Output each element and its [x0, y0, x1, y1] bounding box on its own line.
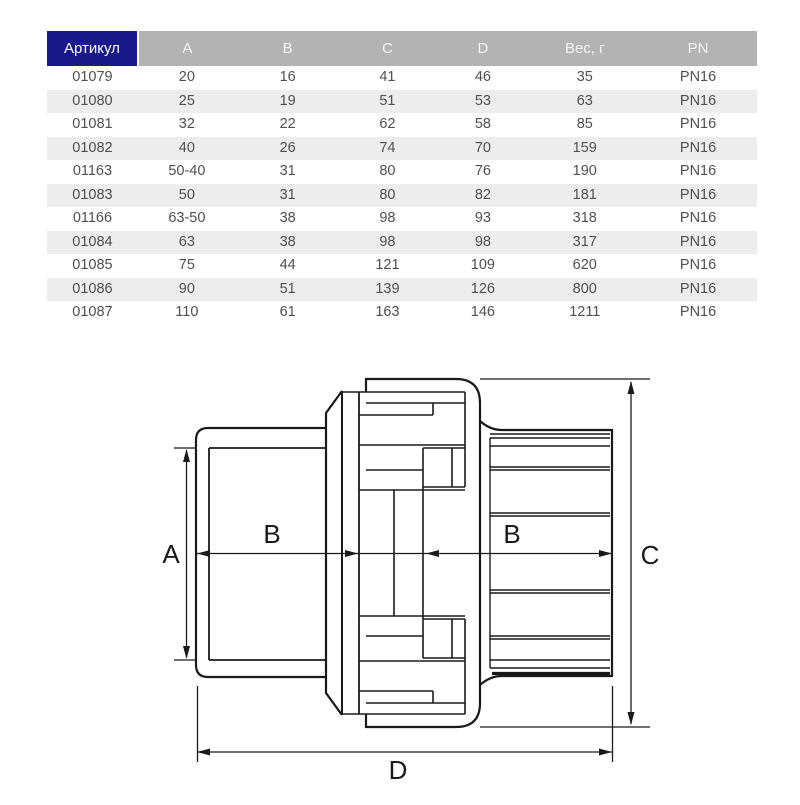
- table-row: [47, 231, 757, 255]
- table-cell: 63-50: [138, 207, 236, 231]
- arrowhead-c-bottom: [628, 712, 635, 725]
- column-header-b: B: [236, 31, 340, 66]
- table-row: [47, 301, 757, 325]
- table-cell: 159: [530, 137, 639, 161]
- table-cell: 98: [340, 231, 436, 255]
- arrowhead-a-bottom: [183, 646, 190, 659]
- table-cell: PN16: [639, 278, 757, 302]
- table-cell: 121: [340, 254, 436, 278]
- fitting-section-drawing: [0, 360, 800, 800]
- table-cell: 76: [435, 160, 530, 184]
- table-cell: PN16: [639, 301, 757, 325]
- table-row: [47, 254, 757, 278]
- dimension-d: [197, 686, 613, 762]
- table-cell: 38: [236, 207, 340, 231]
- arrowhead-b-left-in: [345, 550, 358, 557]
- column-header-d: D: [435, 31, 530, 66]
- table-cell: 1211: [530, 301, 639, 325]
- table-cell: 26: [236, 137, 340, 161]
- arrowhead-a-top: [183, 449, 190, 462]
- table-cell: 63: [138, 231, 236, 255]
- table-cell: 35: [530, 66, 639, 90]
- table-cell: 38: [236, 231, 340, 255]
- table-cell: PN16: [639, 113, 757, 137]
- table-header-row: [47, 31, 757, 66]
- table-row: [47, 137, 757, 161]
- table-cell: 01166: [47, 207, 138, 231]
- dim-label-b-left: B: [263, 519, 281, 549]
- table-row: [47, 66, 757, 90]
- table-cell: 146: [435, 301, 530, 325]
- table-cell: 41: [340, 66, 436, 90]
- table-cell: 25: [138, 90, 236, 114]
- table-cell: 317: [530, 231, 639, 255]
- spec-table-body: [47, 66, 757, 325]
- table-cell: 74: [340, 137, 436, 161]
- table-cell: 31: [236, 184, 340, 208]
- table-cell: PN16: [639, 137, 757, 161]
- table-cell: 01163: [47, 160, 138, 184]
- table-cell: PN16: [639, 207, 757, 231]
- arrowhead-c-top: [628, 381, 635, 394]
- arrowhead-b-left-out: [197, 550, 210, 557]
- table-cell: 53: [435, 90, 530, 114]
- arrowhead-b-right-in: [426, 550, 439, 557]
- dim-label-d: D: [388, 755, 408, 785]
- table-cell: 70: [435, 137, 530, 161]
- dim-label-c: C: [640, 540, 660, 570]
- table-row: [47, 160, 757, 184]
- column-header-c: C: [340, 31, 436, 66]
- table-cell: 80: [340, 160, 436, 184]
- table-cell: 32: [138, 113, 236, 137]
- table-cell: 98: [435, 231, 530, 255]
- table-row: [47, 207, 757, 231]
- table-cell: 50: [138, 184, 236, 208]
- dim-label-a: A: [162, 539, 180, 569]
- table-cell: 85: [530, 113, 639, 137]
- table-cell: 01084: [47, 231, 138, 255]
- table-cell: PN16: [639, 66, 757, 90]
- table-cell: 31: [236, 160, 340, 184]
- table-cell: 110: [138, 301, 236, 325]
- table-cell: PN16: [639, 90, 757, 114]
- column-header-weight: Вес, г: [530, 31, 639, 66]
- table-cell: 01082: [47, 137, 138, 161]
- table-row: [47, 184, 757, 208]
- table-cell: 80: [340, 184, 436, 208]
- column-header-artikul: Артикул: [47, 31, 138, 66]
- table-cell: 01085: [47, 254, 138, 278]
- table-cell: 46: [435, 66, 530, 90]
- table-cell: 01083: [47, 184, 138, 208]
- table-cell: 90: [138, 278, 236, 302]
- table-cell: 126: [435, 278, 530, 302]
- table-cell: 93: [435, 207, 530, 231]
- table-cell: 62: [340, 113, 436, 137]
- column-header-pn: PN: [639, 31, 757, 66]
- dim-label-b-right: B: [503, 519, 521, 549]
- table-cell: 20: [138, 66, 236, 90]
- table-cell: 139: [340, 278, 436, 302]
- table-cell: 61: [236, 301, 340, 325]
- column-header-a: A: [138, 31, 236, 66]
- table-cell: 19: [236, 90, 340, 114]
- table-cell: 01079: [47, 66, 138, 90]
- table-cell: 109: [435, 254, 530, 278]
- table-cell: 51: [340, 90, 436, 114]
- table-cell: 63: [530, 90, 639, 114]
- table-cell: 16: [236, 66, 340, 90]
- table-cell: 800: [530, 278, 639, 302]
- table-cell: 163: [340, 301, 436, 325]
- table-cell: 75: [138, 254, 236, 278]
- table-row: [47, 278, 757, 302]
- table-row: [47, 90, 757, 114]
- table-cell: 40: [138, 137, 236, 161]
- table-cell: 318: [530, 207, 639, 231]
- table-cell: 22: [236, 113, 340, 137]
- table-cell: 51: [236, 278, 340, 302]
- spec-table: [47, 31, 757, 325]
- table-cell: 190: [530, 160, 639, 184]
- arrowhead-d-left: [197, 749, 210, 756]
- technical-drawing: [0, 360, 800, 800]
- table-cell: 01086: [47, 278, 138, 302]
- table-row: [47, 113, 757, 137]
- table-cell: 01080: [47, 90, 138, 114]
- table-cell: 620: [530, 254, 639, 278]
- table-cell: PN16: [639, 231, 757, 255]
- table-cell: PN16: [639, 184, 757, 208]
- arrowhead-b-right-out: [599, 550, 612, 557]
- table-cell: PN16: [639, 160, 757, 184]
- table-cell: PN16: [639, 254, 757, 278]
- table-cell: 50-40: [138, 160, 236, 184]
- spec-table-container: [47, 31, 757, 325]
- table-cell: 01087: [47, 301, 138, 325]
- table-cell: 98: [340, 207, 436, 231]
- socket-body: [196, 428, 326, 677]
- table-cell: 44: [236, 254, 340, 278]
- table-cell: 181: [530, 184, 639, 208]
- table-cell: 82: [435, 184, 530, 208]
- arrowhead-d-right: [599, 749, 612, 756]
- table-cell: 58: [435, 113, 530, 137]
- table-cell: 01081: [47, 113, 138, 137]
